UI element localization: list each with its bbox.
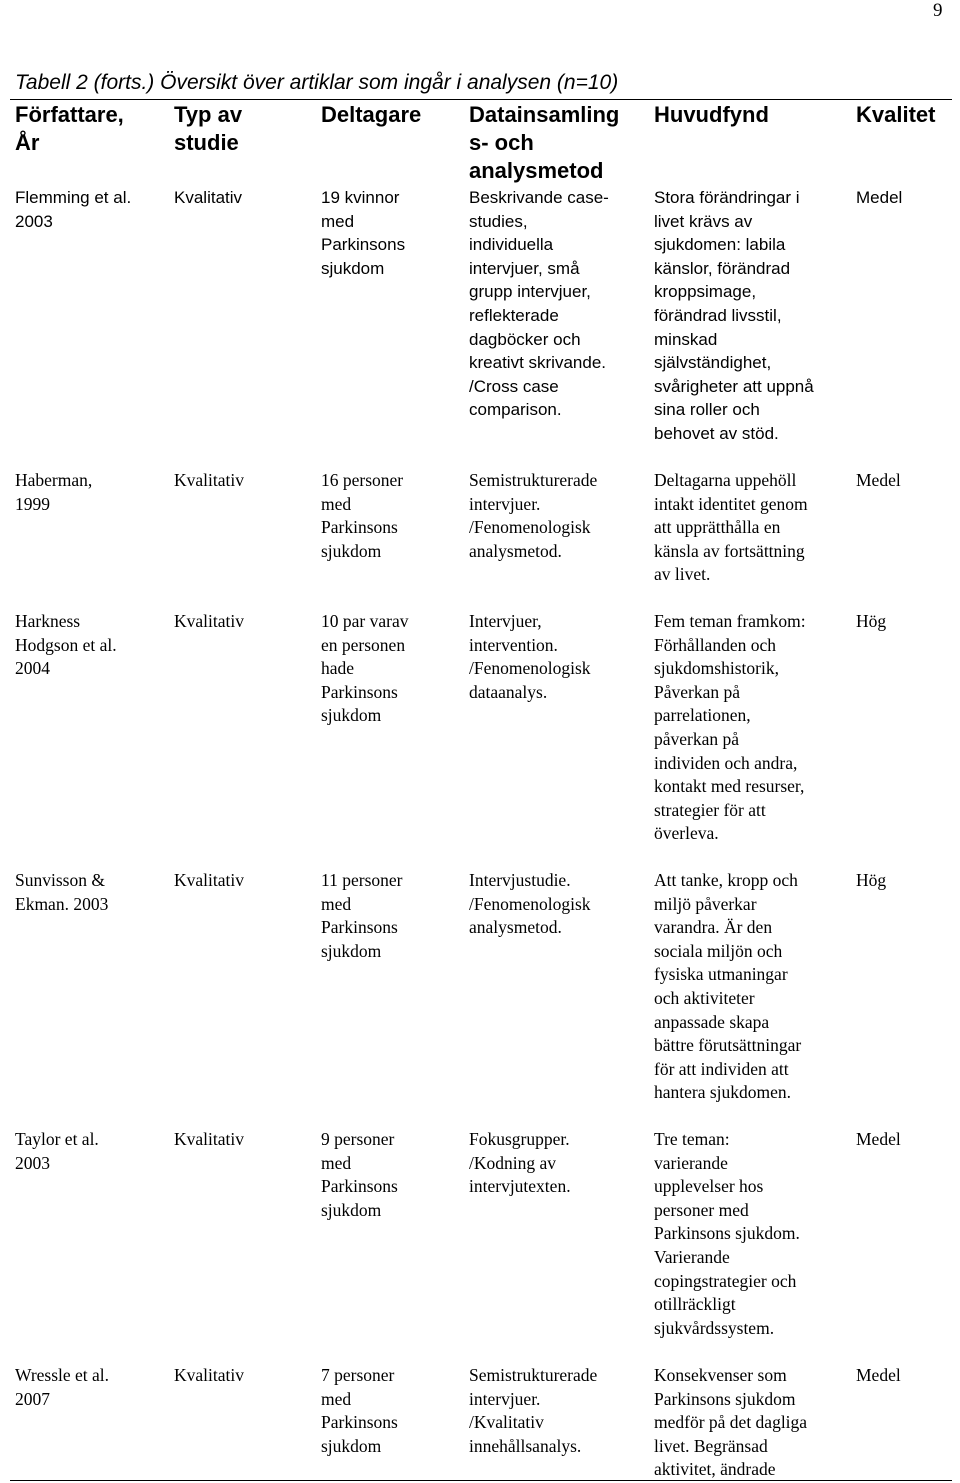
cell-findings: Stora förändringar i livet krävs av sjukdomen: labila känslor, förändrad kroppsimage, förändrad livsstil, minskad självständighet, svårigheter att uppnå sina roller och behovet av stöd. [654, 188, 814, 443]
cell-quality: Medel [856, 1129, 901, 1149]
cell-method: Fokusgrupper. /Kodning av intervjutexten. [469, 1129, 571, 1197]
header-method: Datainsamling s- och analysmetod [469, 102, 620, 183]
cell-study-type: Kvalitativ [174, 870, 244, 890]
cell-method: Beskrivande case- studies, individuella intervjuer, små grupp intervjuer, reflekterade dagböcker och kreativt skrivande. /Cross case comparison. [469, 188, 609, 420]
cell-author: Wressle et al. 2007 [15, 1365, 110, 1409]
cell-method: Intervjuer, intervention. /Fenomenologisk dataanalys. [469, 611, 591, 702]
cell-method: Intervjustudie. /Fenomenologisk analysmetod. [469, 870, 591, 938]
table-top-rule [10, 99, 952, 100]
cell-findings: Att tanke, kropp och miljö påverkar varandra. Är den sociala miljön och fysiska utmaningar och aktiviteter anpassade skapa bättre förutsättningar för att individen att hantera sjukdomen. [654, 870, 802, 1103]
cell-quality: Medel [856, 188, 903, 207]
header-findings: Huvudfynd [654, 102, 769, 127]
cell-author: Taylor et al. 2003 [15, 1129, 99, 1173]
header-author: Författare, År [15, 102, 124, 155]
cell-quality: Hög [856, 870, 887, 890]
cell-study-type: Kvalitativ [174, 1365, 244, 1385]
cell-quality: Hög [856, 611, 887, 631]
header-participants: Deltagare [321, 102, 422, 127]
cell-quality: Medel [856, 470, 901, 490]
cell-participants: 19 kvinnor med Parkinsons sjukdom [321, 188, 406, 278]
cell-findings: Konsekvenser som Parkinsons sjukdom medför på det dagliga livet. Begränsad aktivitet, ändrade [654, 1365, 808, 1480]
cell-quality: Medel [856, 1365, 901, 1385]
cell-study-type: Kvalitativ [174, 470, 244, 490]
cell-findings: Deltagarna uppehöll intakt identitet genom att upprätthålla en känsla av fortsättning av livet. [654, 470, 808, 585]
cell-study-type: Kvalitativ [174, 611, 244, 631]
cell-author: Haberman, 1999 [15, 470, 93, 514]
cell-study-type: Kvalitativ [174, 1129, 244, 1149]
cell-participants: 10 par varav en personen hade Parkinsons sjukdom [321, 611, 409, 726]
cell-participants: 16 personer med Parkinsons sjukdom [321, 470, 404, 561]
cell-author: Harkness Hodgson et al. 2004 [15, 611, 117, 679]
cell-findings: Tre teman: varierande upplevelser hos personer med Parkinsons sjukdom. Varierande copingstrategier och otillräckligt sjukvårdssystem. [654, 1129, 800, 1338]
cell-participants: 9 personer med Parkinsons sjukdom [321, 1129, 398, 1220]
cell-study-type: Kvalitativ [174, 188, 243, 207]
cell-participants: 11 personer med Parkinsons sjukdom [321, 870, 403, 961]
table-bottom-rule [10, 1480, 952, 1481]
cell-author: Sunvisson & Ekman. 2003 [15, 870, 109, 914]
cell-findings: Fem teman framkom: Förhållanden och sjukdomshistorik, Påverkan på parrelationen, påverkan på individen och andra, kontakt med resurser, strategier för att överleva. [654, 611, 806, 844]
table-caption: Tabell 2 (forts.) Översikt över artiklar som ingår i analysen (n=10) [15, 71, 619, 94]
header-quality: Kvalitet [856, 102, 936, 127]
cell-author: Flemming et al. 2003 [15, 188, 132, 231]
page-number: 9 [933, 0, 943, 21]
cell-participants: 7 personer med Parkinsons sjukdom [321, 1365, 398, 1456]
cell-method: Semistrukturerade intervjuer. /Fenomenologisk analysmetod. [469, 470, 598, 561]
header-study-type: Typ av studie [174, 102, 243, 155]
cell-method: Semistrukturerade intervjuer. /Kvalitativ innehållsanalys. [469, 1365, 598, 1456]
